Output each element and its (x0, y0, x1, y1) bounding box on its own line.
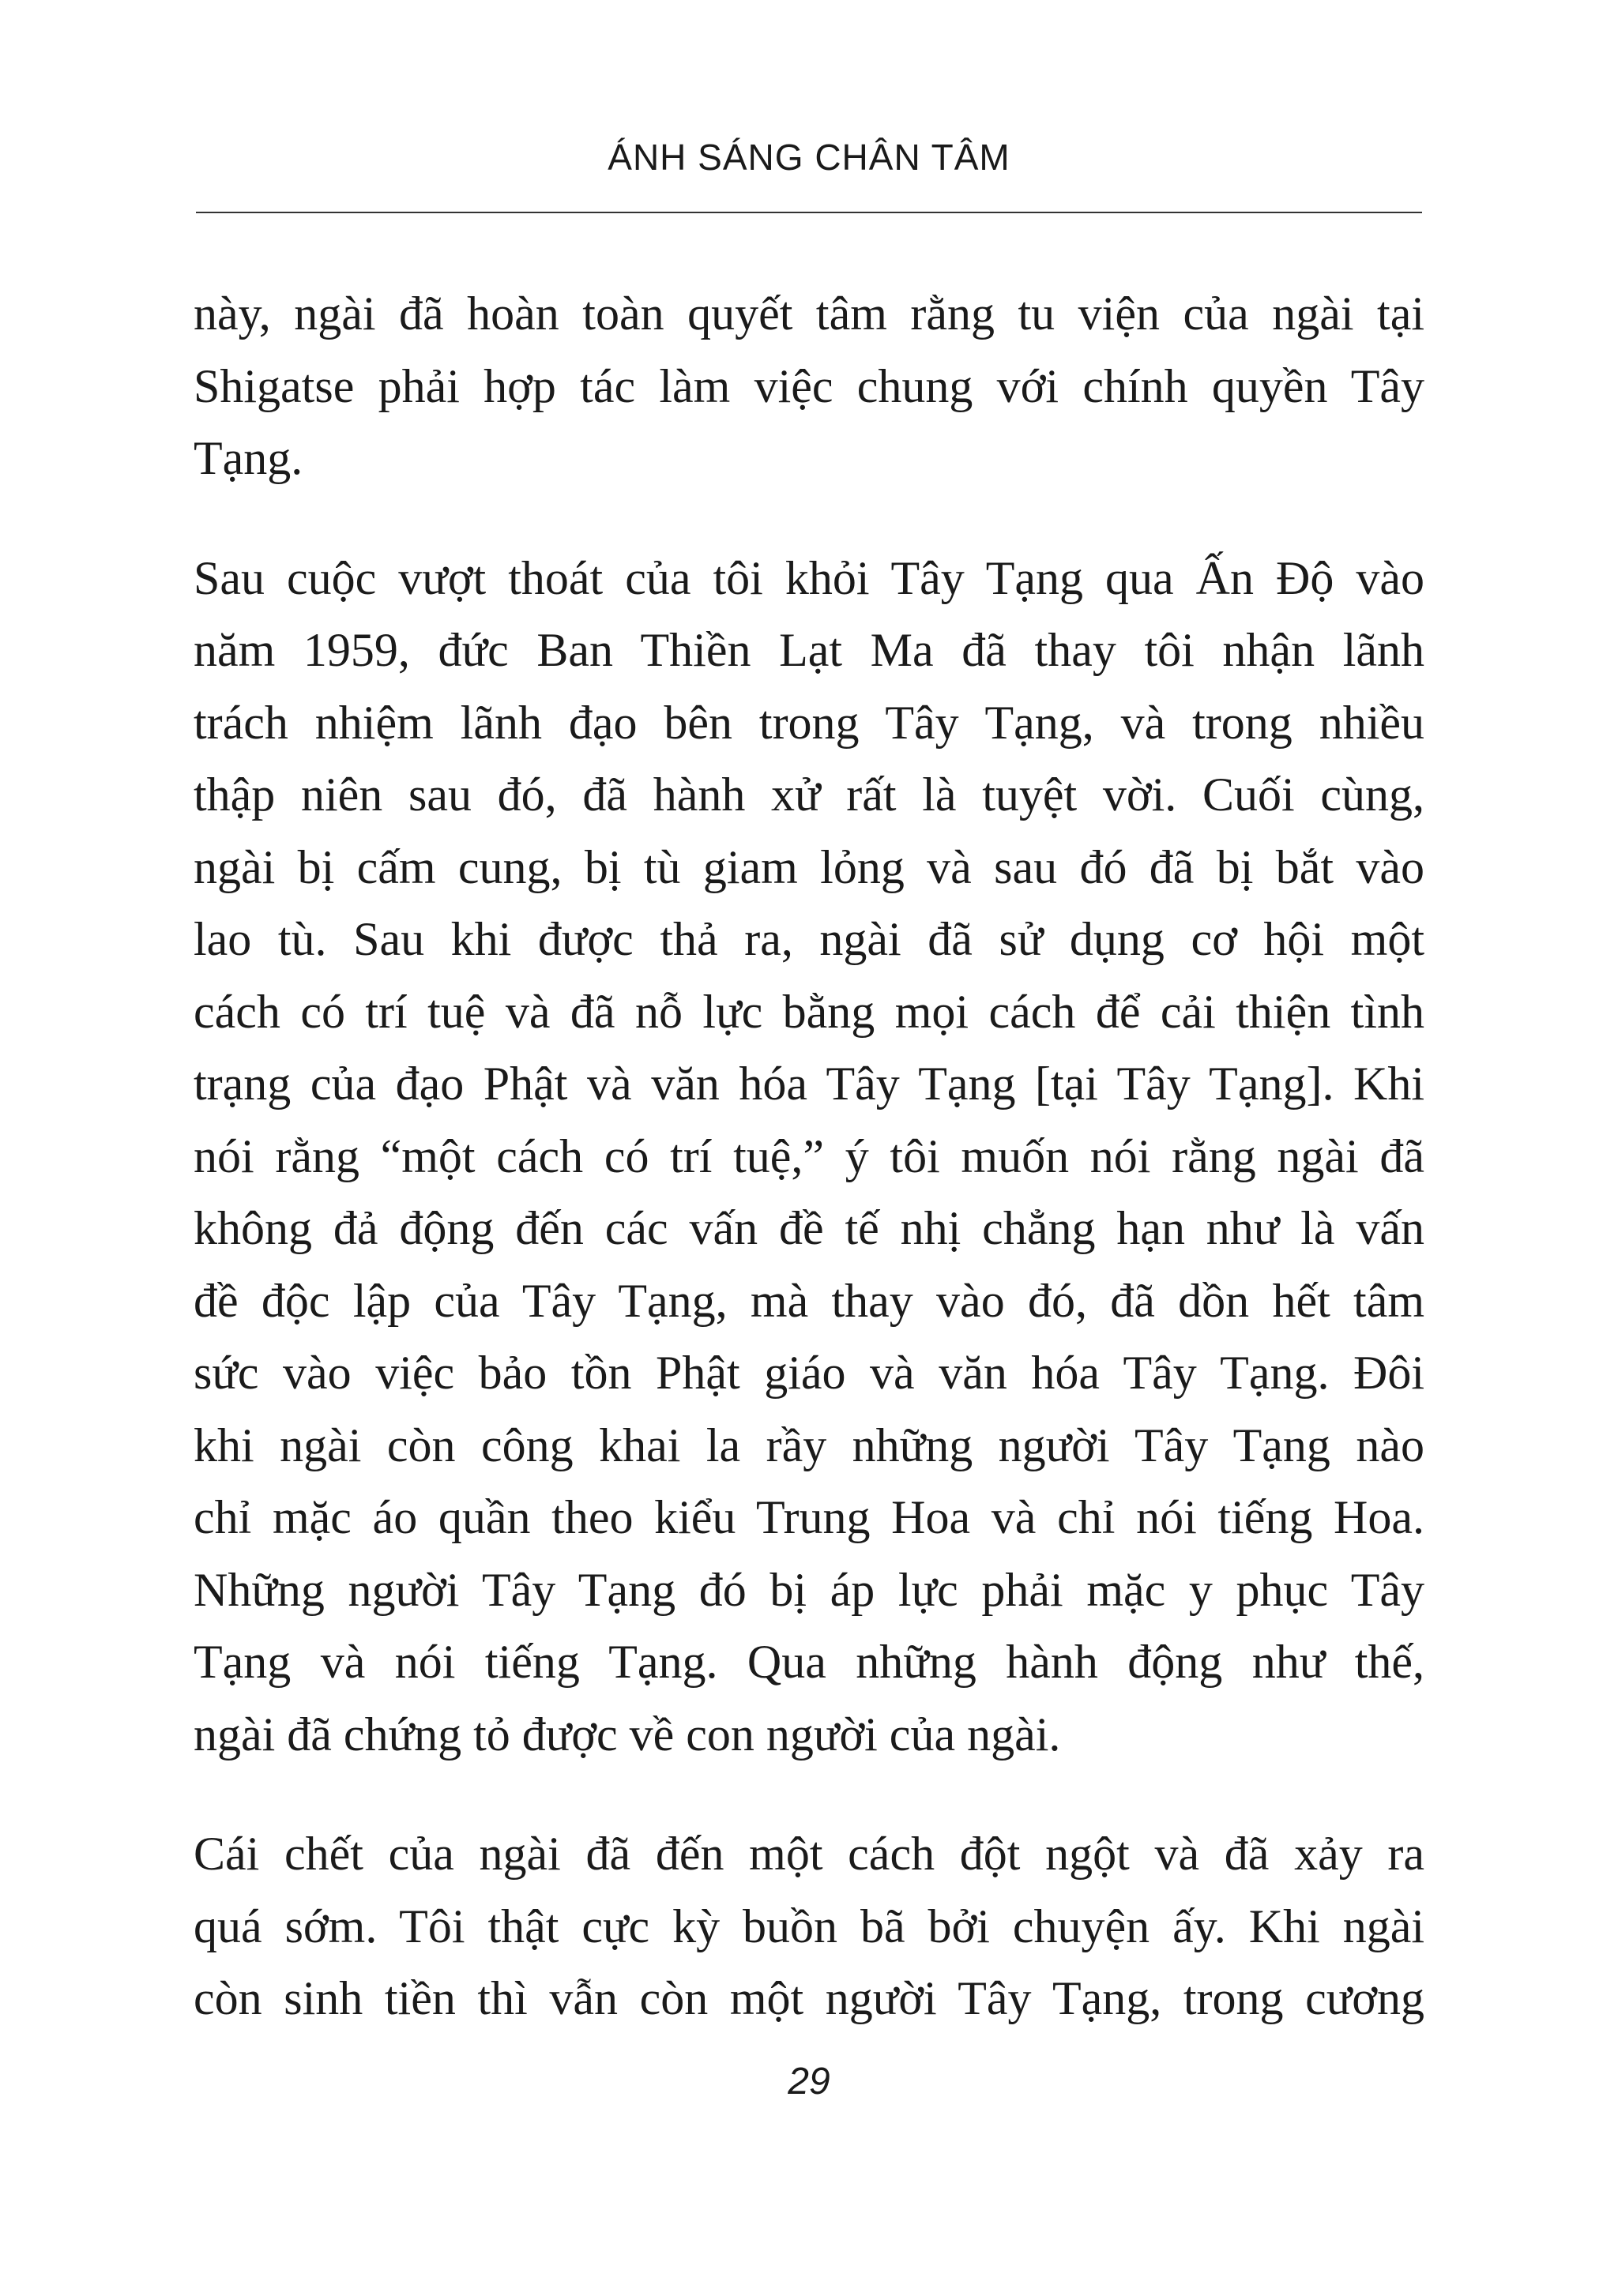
body-text (194, 278, 1424, 2035)
text-line: này, ngài đã hoàn toàn quyết tâm rằng tu viện của ngài tại (194, 287, 1424, 340)
paragraph-1 (194, 278, 1424, 495)
page-number: 29 (788, 2061, 830, 2102)
paragraph-3 (194, 1818, 1424, 2035)
text-line: Tạng và nói tiếng Tạng. Qua những hành động như thế, (194, 1636, 1424, 1688)
text-line: còn sinh tiền thì vẫn còn một người Tây Tạng, trong cương (194, 1972, 1424, 2024)
running-header: ÁNH SÁNG CHÂN TÂM (608, 137, 1010, 178)
text-line: lao tù. Sau khi được thả ra, ngài đã sử dụng cơ hội một (194, 913, 1424, 965)
text-line: cách có trí tuệ và đã nỗ lực bằng mọi cách để cải thiện tình (194, 985, 1424, 1038)
text-line: chỉ mặc áo quần theo kiểu Trung Hoa và chỉ nói tiếng Hoa. (194, 1491, 1424, 1543)
text-line: trách nhiệm lãnh đạo bên trong Tây Tạng, và trong nhiều (194, 696, 1424, 749)
text-line: Những người Tây Tạng đó bị áp lực phải mặc y phục Tây (194, 1563, 1424, 1616)
text-line: đề độc lập của Tây Tạng, mà thay vào đó, đã dồn hết tâm (194, 1274, 1424, 1327)
text-line: sức vào việc bảo tồn Phật giáo và văn hóa Tây Tạng. Đôi (194, 1347, 1424, 1399)
header-divider (196, 212, 1422, 213)
text-line: Cái chết của ngài đã đến một cách đột ngột và đã xảy ra (194, 1828, 1424, 1880)
text-line: Shigatse phải hợp tác làm việc chung với chính quyền Tây (194, 359, 1424, 412)
text-line: Sau cuộc vượt thoát của tôi khỏi Tây Tạng qua Ấn Độ vào (194, 551, 1424, 604)
text-line: không đả động đến các vấn đề tế nhị chẳng hạn như là vấn (194, 1202, 1424, 1254)
text-line: trạng của đạo Phật và văn hóa Tây Tạng [tại Tây Tạng]. Khi (194, 1058, 1424, 1110)
paragraph-2 (194, 543, 1424, 1772)
text-line: năm 1959, đức Ban Thiền Lạt Ma đã thay tôi nhận lãnh (194, 624, 1424, 676)
text-line: Tạng. (194, 432, 303, 484)
text-line: thập niên sau đó, đã hành xử rất là tuyệt vời. Cuối cùng, (194, 768, 1424, 821)
text-line: ngài đã chứng tỏ được về con người của ngài. (194, 1708, 1061, 1761)
text-line: quá sớm. Tôi thật cực kỳ buồn bã bởi chuyện ấy. Khi ngài (194, 1900, 1424, 1952)
text-line: khi ngài còn công khai la rầy những người Tây Tạng nào (194, 1419, 1424, 1471)
text-line: nói rằng “một cách có trí tuệ,” ý tôi muốn nói rằng ngài đã (194, 1129, 1424, 1182)
text-line: ngài bị cấm cung, bị tù giam lỏng và sau đó đã bị bắt vào (194, 840, 1424, 893)
